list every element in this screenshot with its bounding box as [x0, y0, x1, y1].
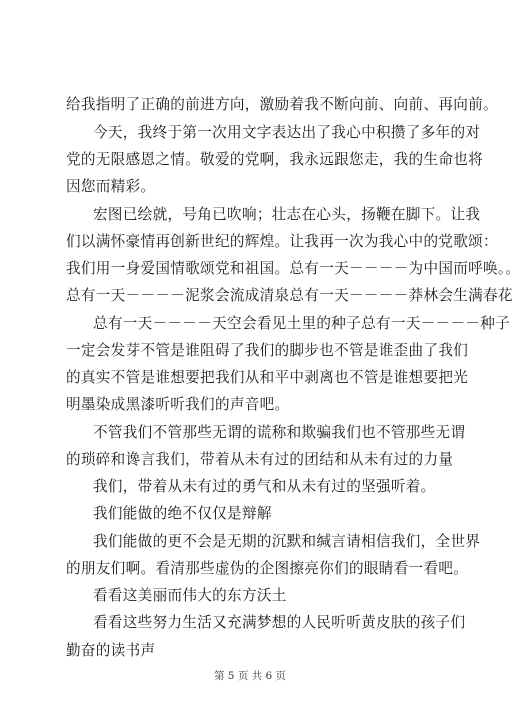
text-line-21: 勤奋的读书声 [66, 642, 156, 659]
text-line-5: 宏图已绘就，号角已吹响；壮志在心头，扬鞭在脚下。让我 [93, 206, 481, 223]
text-line-7: 我们用一身爱国情歌颂党和祖国。总有一天－－－－为中国而呼唤。。 [66, 260, 520, 277]
text-line-10: 一定会发芽不管是谁阻碍了我们的脚步也不管是谁歪曲了我们 [66, 342, 469, 359]
text-line-18: 的朋友们啊。看清那些虚伪的企图擦亮你们的眼睛看一看吧。 [66, 560, 469, 577]
text-line-3: 党的无限感恩之情。敬爱的党啊，我永远跟您走，我的生命也将 [66, 151, 484, 168]
page-number-footer: 第 5 页 共 6 页 [213, 670, 287, 682]
text-line-9: 总有一天－－－－天空会看见土里的种子总有一天－－－－种子 [93, 315, 511, 332]
text-line-19: 看看这美丽而伟大的东方沃土 [93, 587, 287, 604]
text-line-17: 我们能做的更不会是无期的沉默和缄言请相信我们，全世界 [93, 533, 481, 550]
text-line-4: 因您而精彩。 [66, 178, 156, 195]
text-line-1: 给我指明了正确的前进方向，激励着我不断向前、向前、再向前。 [66, 96, 498, 113]
text-line-16: 我们能做的绝不仅仅是辩解 [93, 505, 272, 522]
text-line-13: 不管我们不管那些无谓的谎称和欺骗我们也不管那些无谓 [93, 424, 466, 441]
text-line-15: 我们，带着从未有过的勇气和从未有过的坚强听着。 [93, 478, 436, 495]
text-line-2: 今天，我终于第一次用文字表达出了我心中积攒了多年的对 [93, 124, 481, 141]
text-line-6: 们以满怀豪情再创新世纪的辉煌。让我再一次为我心中的党歌颂： [66, 233, 498, 250]
text-line-12: 明墨染成黑漆听听我们的声音吧。 [66, 396, 290, 413]
text-line-14: 的琐碎和谗言我们，带着从未有过的团结和从未有过的力量 [66, 451, 454, 468]
text-line-20: 看看这些努力生活又充满梦想的人民听听黄皮肤的孩子们 [93, 614, 466, 631]
text-line-8: 总有一天－－－－泥浆会流成清泉总有一天－－－－莽林会生满春花 [66, 287, 513, 304]
text-line-11: 的真实不管是谁想要把我们从和平中剥离也不管是谁想要把光 [66, 369, 469, 386]
